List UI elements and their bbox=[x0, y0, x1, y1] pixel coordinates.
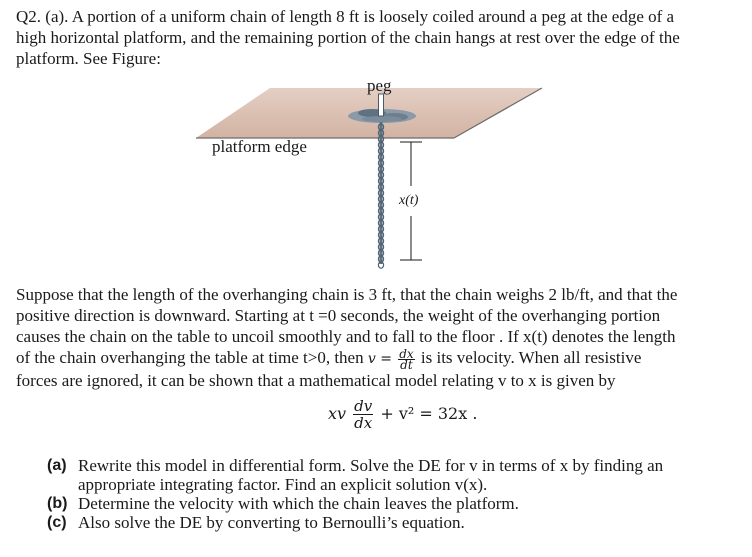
equation-denominator: dx bbox=[354, 414, 373, 432]
equation-numerator: dv bbox=[354, 397, 373, 415]
fraction-numerator: dx bbox=[399, 346, 414, 361]
peg bbox=[379, 94, 384, 116]
body-line-1: Suppose that the length of the overhanging chain is 3 ft, that the chain weighs 2 lb/ft, and that the bbox=[16, 285, 678, 304]
length-label: x(t) bbox=[399, 193, 419, 208]
intro-line-3: platform. See Figure: bbox=[16, 49, 161, 68]
body-line-4-before: of the chain overhanging the table at time t>0, then bbox=[16, 348, 364, 367]
intro-line-2: high horizontal platform, and the remaining portion of the chain hangs at rest over the edge of the bbox=[16, 28, 680, 47]
body-line-4-after: is its velocity. When all resistive bbox=[420, 348, 642, 367]
equation-left: xv bbox=[328, 404, 347, 423]
velocity-symbol: v = bbox=[367, 351, 392, 367]
part-a-continuation: appropriate integrating factor. Find an explicit solution v(x). bbox=[78, 475, 488, 494]
question-parts bbox=[47, 456, 737, 532]
body-line-2: positive direction is downward. Starting at t =0 seconds, the weight of the overhanging portion bbox=[16, 306, 661, 325]
body-line-5: forces are ignored, it can be shown that a mathematical model relating v to x is given by bbox=[16, 371, 616, 390]
part-b-tag: (b) bbox=[47, 495, 68, 512]
part-a bbox=[47, 456, 737, 494]
body-line-4 bbox=[16, 347, 732, 370]
chain-figure bbox=[196, 76, 556, 282]
body-line-3: causes the chain on the table to uncoil smoothly and to fall to the floor . If x(t) denotes the length bbox=[16, 327, 676, 346]
part-b bbox=[47, 494, 737, 513]
velocity-fraction bbox=[398, 346, 414, 372]
equation-right: + v² = 32x . bbox=[380, 404, 478, 423]
model-equation bbox=[328, 398, 477, 431]
platform-edge-label: platform edge bbox=[212, 137, 307, 156]
equation-fraction bbox=[353, 398, 373, 431]
intro-line-1: Q2. (a). A portion of a uniform chain of length 8 ft is loosely coiled around a peg at the edge of a bbox=[16, 7, 675, 26]
problem-intro bbox=[16, 6, 732, 69]
part-a-tag: (a) bbox=[47, 457, 67, 474]
part-c-text: Also solve the DE by converting to Bernoulli’s equation. bbox=[78, 513, 465, 532]
part-a-text: Rewrite this model in differential form. Solve the DE for v in terms of x by finding an bbox=[78, 456, 664, 475]
peg-label: peg bbox=[367, 76, 392, 95]
part-b-text: Determine the velocity with which the chain leaves the platform. bbox=[78, 494, 519, 513]
problem-body bbox=[16, 284, 732, 391]
fraction-denominator: dt bbox=[400, 357, 413, 372]
part-c bbox=[47, 513, 737, 532]
hanging-chain bbox=[378, 122, 383, 268]
part-c-tag: (c) bbox=[47, 514, 67, 531]
